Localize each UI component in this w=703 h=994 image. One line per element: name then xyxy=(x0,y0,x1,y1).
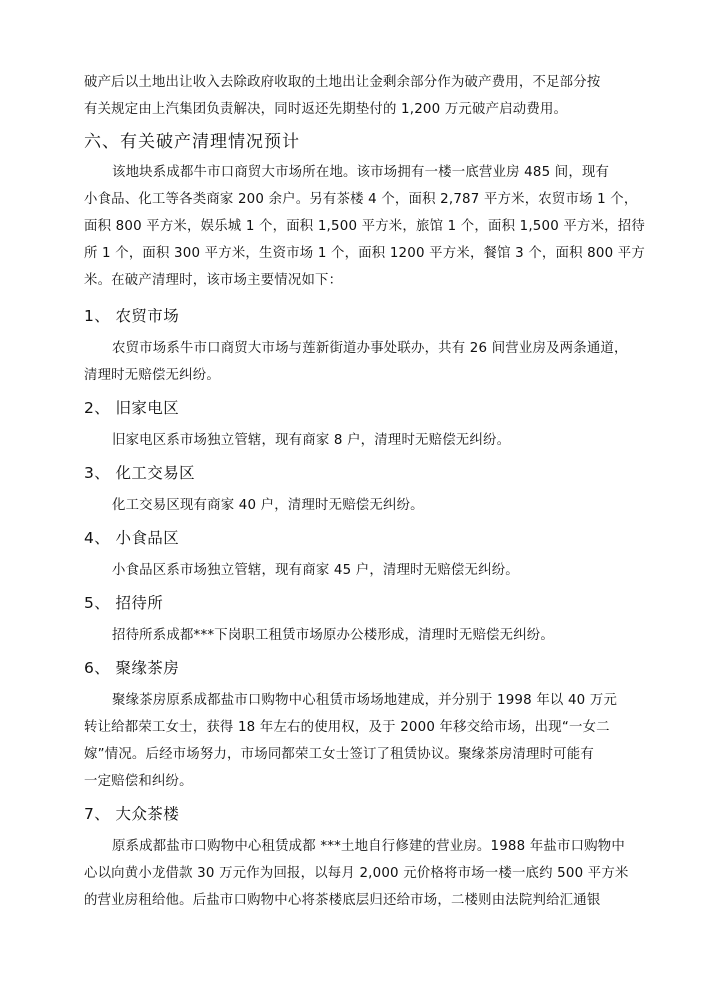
item-line: 嫁”情况。后经市场努力，市场同都荣工女士签订了租赁协议。聚缘茶房清理时可能有 xyxy=(84,747,594,762)
item-line: 转让给都荣工女士，获得 18 年左右的使用权，及于 2000 年移交给市场，出现“一女二 xyxy=(84,720,610,735)
intro-line-2: 有关规定由上汽集团负责解决，同时返还先期垫付的 1,200 万元破产启动费用。 xyxy=(84,102,568,117)
subsection-heading-dazhong-teahouse: 7、 大众茶楼 xyxy=(84,805,180,823)
paragraph-line: 所 1 个，面积 300 平方米，生资市场 1 个，面积 1200 平方米，餐馆 3 个，面积 800 平方 xyxy=(84,246,645,261)
subsection-heading-used-appliances: 2、 旧家电区 xyxy=(84,399,180,417)
paragraph-line: 小食品、化工等各类商家 200 余户。另有茶楼 4 个，面积 2,787 平方米，农贸市场 1 个， xyxy=(84,192,638,207)
section-heading: 六、有关破产清理情况预计 xyxy=(84,132,300,152)
item-line: 农贸市场系牛市口商贸大市场与莲新街道办事处联办，共有 26 间营业房及两条通道， xyxy=(112,341,628,356)
subsection-heading-snack-food: 4、 小食品区 xyxy=(84,529,180,547)
paragraph-line: 该地块系成都牛市口商贸大市场所在地。该市场拥有一楼一底营业房 485 间，现有 xyxy=(112,165,610,180)
item-line: 清理时无赔偿无纠纷。 xyxy=(84,368,220,383)
item-line: 旧家电区系市场独立管辖，现有商家 8 户，清理时无赔偿无纠纷。 xyxy=(112,433,511,448)
item-line: 的营业房租给他。后盐市口购物中心将茶楼底层归还给市场，二楼则由法院判给汇通银 xyxy=(84,893,601,908)
subsection-heading-guesthouse: 5、 招待所 xyxy=(84,594,164,612)
item-line: 一定赔偿和纠纷。 xyxy=(84,774,193,789)
paragraph-line: 面积 800 平方米，娱乐城 1 个，面积 1,500 平方米，旅馆 1 个，面积 1,500 平方米，招待 xyxy=(84,219,645,234)
item-line: 小食品区系市场独立管辖，现有商家 45 户，清理时无赔偿无纠纷。 xyxy=(112,563,519,578)
paragraph-line: 米。在破产清理时，该市场主要情况如下： xyxy=(84,273,343,288)
item-line: 原系成都盐市口购物中心租赁成都 ***土地自行修建的营业房。1988 年盐市口购物中 xyxy=(112,839,625,854)
item-line: 招待所系成都***下岗职工租赁市场原办公楼形成，清理时无赔偿无纠纷。 xyxy=(112,628,554,643)
subsection-heading-farmers-market: 1、 农贸市场 xyxy=(84,307,180,325)
item-line: 心以向黄小龙借款 30 万元作为回报，以每月 2,000 元价格将市场一楼一底约 500 平方米 xyxy=(84,866,629,881)
item-line: 化工交易区现有商家 40 户，清理时无赔偿无纠纷。 xyxy=(112,498,424,513)
item-line: 聚缘茶房原系成都盐市口购物中心租赁市场场地建成，并分别于 1998 年以 40 万元 xyxy=(112,693,618,708)
intro-line-1: 破产后以土地出让收入去除政府收取的土地出让金剩余部分作为破产费用，不足部分按 xyxy=(84,75,601,90)
subsection-heading-juyuan-teahouse: 6、 聚缘茶房 xyxy=(84,659,180,677)
subsection-heading-chemical-trading: 3、 化工交易区 xyxy=(84,464,195,482)
